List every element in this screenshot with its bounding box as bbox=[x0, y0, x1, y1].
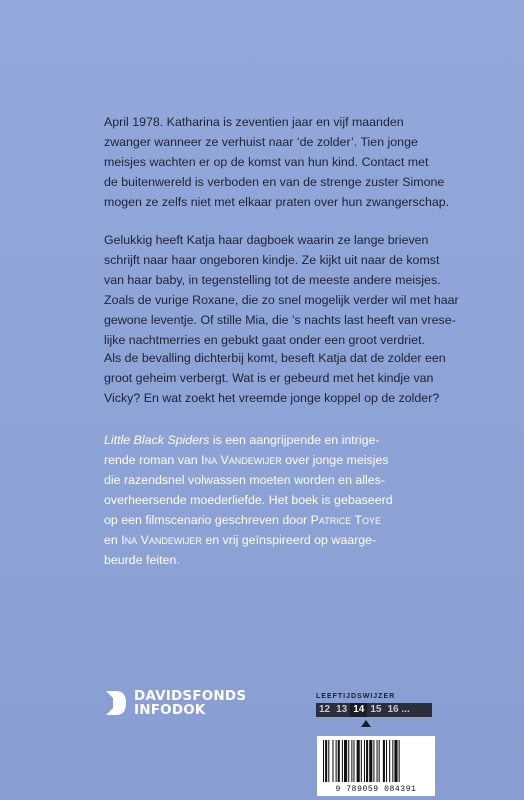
barcode-bar bbox=[399, 740, 400, 782]
barcode-bar bbox=[373, 740, 374, 782]
text-line: groot geheim verbergt. Wat is er gebeurd met het kindje van bbox=[104, 371, 434, 385]
text-line: April 1978. Katharina is zeventien jaar en vijf maanden bbox=[104, 115, 404, 129]
blurb-text: is een aangrijpende en intrige- bbox=[209, 433, 380, 447]
text-line: schrijft naar haar ongeboren kindje. Ze kijkt uit naar de komst bbox=[104, 253, 440, 267]
barcode-bar bbox=[394, 740, 397, 782]
blurb-line: die razendsnel volwassen moeten worden en alles- bbox=[104, 473, 386, 487]
blurb-line bbox=[104, 450, 474, 470]
text-line: Als de bevalling dichterbij komt, beseft Katja dat de zolder een bbox=[104, 351, 446, 365]
publisher-name-line-2: INFODOK bbox=[134, 702, 206, 718]
blurb-line bbox=[104, 510, 474, 530]
age-14-selected: 14 bbox=[350, 703, 367, 717]
barcode-bar bbox=[379, 740, 380, 782]
blurb-line: beurde feiten. bbox=[104, 553, 180, 567]
text-line: lijke nachtmerries en gebukt gaat onder een groot verdriet. bbox=[104, 333, 425, 347]
text-line: gewone leventje. Of stille Mia, die ’s nachts last heeft van vrese- bbox=[104, 313, 456, 327]
blurb-line bbox=[104, 430, 474, 450]
age-pointer-icon bbox=[361, 720, 371, 727]
barcode-bar bbox=[357, 740, 360, 782]
text-line: mogen ze zelfs niet met elkaar praten over hun zwangerschap. bbox=[104, 195, 450, 209]
publisher-name-line-1: DAVIDSFONDS bbox=[134, 688, 247, 704]
publisher-logo bbox=[104, 687, 264, 719]
age-scale bbox=[316, 703, 432, 717]
synopsis-paragraph-3 bbox=[104, 348, 464, 408]
barcode-bar bbox=[361, 740, 362, 782]
barcode-bar bbox=[366, 740, 368, 782]
publisher-name bbox=[134, 689, 246, 718]
text-line: Vicky? En wat zoekt het vreemde jonge koppel op de zolder? bbox=[104, 391, 440, 405]
blurb-text: en bbox=[104, 533, 122, 547]
barcode-bar bbox=[344, 740, 347, 782]
age-guide bbox=[316, 692, 432, 717]
text-line: meisjes wachten er op de komst van hun kind. Contact met bbox=[104, 155, 429, 169]
isbn-number: 9 789059 084391 bbox=[335, 785, 417, 794]
age-12: 12 bbox=[319, 704, 331, 715]
text-line: de buitenwereld is verboden en van de strenge zuster Simone bbox=[104, 175, 445, 189]
blurb-text: rende roman van bbox=[104, 453, 202, 467]
synopsis-paragraph-1 bbox=[104, 112, 464, 212]
age-guide-label: LEEFTIJDSWIJZER bbox=[316, 693, 396, 700]
age-13: 13 bbox=[336, 704, 348, 715]
book-title: Little Black Spiders bbox=[104, 433, 210, 447]
blurb-text: op een filmscenario geschreven door bbox=[104, 513, 311, 527]
text-line: van haar baby, in tegenstelling tot de meeste andere meisjes. bbox=[104, 273, 441, 287]
barcode-bar bbox=[369, 740, 372, 782]
isbn-barcode bbox=[317, 736, 435, 796]
barcode-bar bbox=[342, 740, 343, 782]
barcode-bar bbox=[392, 740, 393, 782]
age-16-plus: 16 ... bbox=[387, 704, 410, 715]
publisher-mark-icon bbox=[104, 689, 128, 717]
age-15: 15 bbox=[370, 704, 382, 715]
barcode-bar bbox=[389, 740, 390, 782]
text-line: Gelukkig heeft Katja haar dagboek waarin ze lange brieven bbox=[104, 233, 429, 247]
blurb-line bbox=[104, 530, 474, 550]
barcode-icon bbox=[323, 740, 429, 782]
barcode-bar bbox=[323, 740, 324, 782]
blurb-text: over jonge meisjes bbox=[281, 453, 389, 467]
barcode-bar bbox=[386, 740, 387, 782]
barcode-bar bbox=[351, 740, 352, 782]
barcode-bar bbox=[353, 740, 354, 782]
barcode-bar bbox=[338, 740, 340, 782]
barcode-bar bbox=[328, 740, 329, 782]
blurb-line: overheersende moederliefde. Het boek is gebaseerd bbox=[104, 493, 393, 507]
book-blurb bbox=[104, 430, 474, 570]
synopsis-paragraph-2 bbox=[104, 230, 464, 350]
blurb-text: en vrij geïnspireerd op waarge- bbox=[201, 533, 377, 547]
text-line: zwanger wanneer ze verhuist naar ‘de zolder’. Tien jonge bbox=[104, 135, 418, 149]
barcode-bar bbox=[332, 740, 333, 782]
author-name: Ina Vandewijer bbox=[121, 533, 202, 547]
barcode-bar bbox=[383, 740, 385, 782]
barcode-bar bbox=[377, 740, 378, 782]
text-line: Zoals de vurige Roxane, die zo snel mogelijk verder wil met haar bbox=[104, 293, 459, 307]
barcode-bar bbox=[336, 740, 337, 782]
barcode-bar bbox=[364, 740, 365, 782]
director-name: Patrice Toye bbox=[310, 513, 382, 527]
barcode-bar bbox=[348, 740, 349, 782]
author-name: Ina Vandewijer bbox=[201, 453, 282, 467]
barcode-bar bbox=[325, 740, 327, 782]
